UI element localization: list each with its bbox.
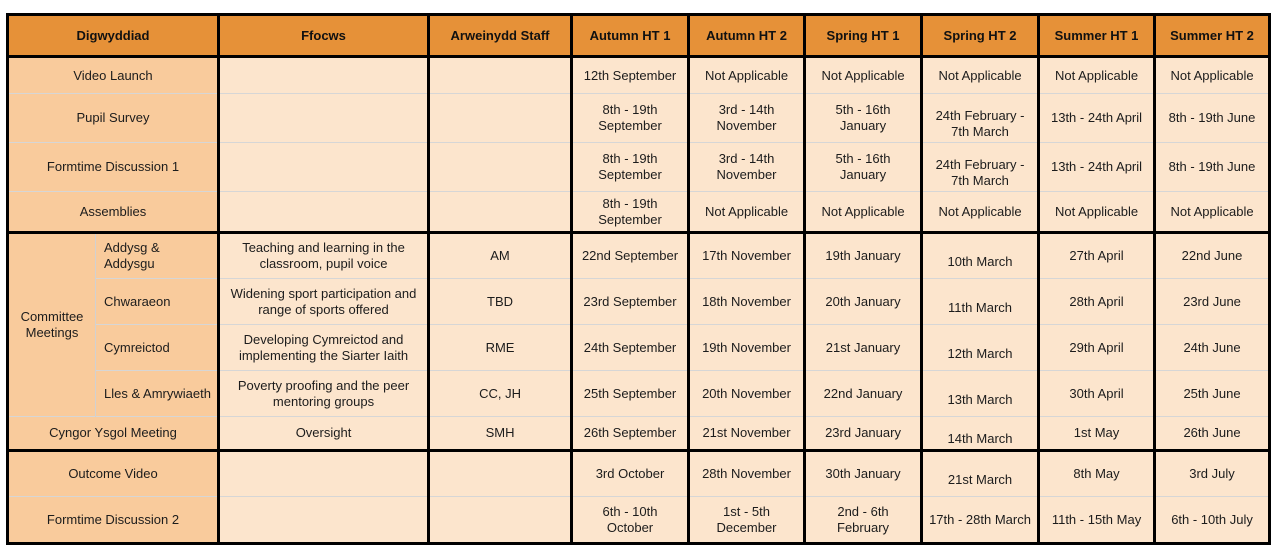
table-row — [8, 279, 1270, 325]
date-cell: 29th April — [1039, 325, 1155, 371]
table-row — [8, 233, 1270, 279]
date-cell: 1st May — [1039, 417, 1155, 451]
event-group-cell: Committee Meetings — [8, 233, 96, 417]
table-row — [8, 451, 1270, 497]
date-cell: Not Applicable — [805, 57, 922, 94]
event-cell: Formtime Discussion 2 — [8, 497, 219, 544]
event-cell: Formtime Discussion 1 — [8, 143, 219, 192]
schedule-body — [8, 57, 1270, 544]
date-cell: 8th - 19th September — [572, 94, 689, 143]
table-row — [8, 497, 1270, 544]
date-cell: 23rd June — [1155, 279, 1270, 325]
date-cell: 21st March — [922, 451, 1039, 497]
staff-cell — [429, 94, 572, 143]
date-cell: 13th - 24th April — [1039, 143, 1155, 192]
staff-cell — [429, 497, 572, 544]
date-cell: Not Applicable — [1155, 57, 1270, 94]
date-cell: 23rd September — [572, 279, 689, 325]
focus-cell — [219, 497, 429, 544]
focus-cell — [219, 192, 429, 233]
date-cell: Not Applicable — [1039, 192, 1155, 233]
date-cell: 27th April — [1039, 233, 1155, 279]
date-cell: 21st November — [689, 417, 805, 451]
date-cell: 22nd January — [805, 371, 922, 417]
date-cell: 20th January — [805, 279, 922, 325]
date-cell: 23rd January — [805, 417, 922, 451]
date-cell: 11th - 15th May — [1039, 497, 1155, 544]
header-autumn-ht1: Autumn HT 1 — [572, 15, 689, 57]
focus-cell — [219, 451, 429, 497]
date-cell: 2nd - 6th February — [805, 497, 922, 544]
date-cell: 25th June — [1155, 371, 1270, 417]
date-cell: 1st - 5th December — [689, 497, 805, 544]
table-row — [8, 57, 1270, 94]
date-cell: 26th September — [572, 417, 689, 451]
date-cell: 17th - 28th March — [922, 497, 1039, 544]
focus-cell — [219, 94, 429, 143]
date-cell: 24th June — [1155, 325, 1270, 371]
date-cell: 17th November — [689, 233, 805, 279]
date-cell: 12th March — [922, 325, 1039, 371]
date-cell: Not Applicable — [922, 57, 1039, 94]
header-spring-ht1: Spring HT 1 — [805, 15, 922, 57]
date-cell: Not Applicable — [922, 192, 1039, 233]
event-subcell: Lles & Amrywiaeth — [96, 371, 219, 417]
date-cell: 5th - 16th January — [805, 94, 922, 143]
date-cell: 8th - 19th September — [572, 192, 689, 233]
date-cell: 8th May — [1039, 451, 1155, 497]
date-cell: 30th April — [1039, 371, 1155, 417]
event-cell: Assemblies — [8, 192, 219, 233]
staff-cell: AM — [429, 233, 572, 279]
date-cell: 20th November — [689, 371, 805, 417]
date-cell: 28th November — [689, 451, 805, 497]
date-cell: 13th - 24th April — [1039, 94, 1155, 143]
date-cell: 19th November — [689, 325, 805, 371]
header-autumn-ht2: Autumn HT 2 — [689, 15, 805, 57]
date-cell: 12th September — [572, 57, 689, 94]
date-cell: 24th February - 7th March — [922, 94, 1039, 143]
header-digwyddiad: Digwyddiad — [8, 15, 219, 57]
date-cell: 8th - 19th June — [1155, 143, 1270, 192]
staff-cell — [429, 143, 572, 192]
focus-cell: Oversight — [219, 417, 429, 451]
date-cell: Not Applicable — [689, 192, 805, 233]
table-row — [8, 94, 1270, 143]
focus-cell: Teaching and learning in the classroom, pupil voice — [219, 233, 429, 279]
event-subcell: Chwaraeon — [96, 279, 219, 325]
date-cell: 6th - 10th July — [1155, 497, 1270, 544]
date-cell: 14th March — [922, 417, 1039, 451]
focus-cell — [219, 143, 429, 192]
event-subcell: Addysg & Addysgu — [96, 233, 219, 279]
header-ffocws: Ffocws — [219, 15, 429, 57]
event-cell: Outcome Video — [8, 451, 219, 497]
staff-cell — [429, 57, 572, 94]
date-cell: 8th - 19th June — [1155, 94, 1270, 143]
event-cell: Video Launch — [8, 57, 219, 94]
date-cell: 10th March — [922, 233, 1039, 279]
date-cell: 13th March — [922, 371, 1039, 417]
date-cell: 8th - 19th September — [572, 143, 689, 192]
table-row — [8, 192, 1270, 233]
date-cell: Not Applicable — [805, 192, 922, 233]
focus-cell: Poverty proofing and the peer mentoring groups — [219, 371, 429, 417]
header-arweinydd-staff: Arweinydd Staff — [429, 15, 572, 57]
date-cell: 11th March — [922, 279, 1039, 325]
date-cell: 21st January — [805, 325, 922, 371]
focus-cell — [219, 57, 429, 94]
event-subcell: Cymreictod — [96, 325, 219, 371]
header-row — [8, 15, 1270, 57]
header-spring-ht2: Spring HT 2 — [922, 15, 1039, 57]
table-row — [8, 143, 1270, 192]
date-cell: 22nd June — [1155, 233, 1270, 279]
date-cell: 3rd October — [572, 451, 689, 497]
date-cell: 25th September — [572, 371, 689, 417]
staff-cell: TBD — [429, 279, 572, 325]
date-cell: 3rd - 14th November — [689, 94, 805, 143]
header-summer-ht2: Summer HT 2 — [1155, 15, 1270, 57]
staff-cell: RME — [429, 325, 572, 371]
date-cell: 24th February - 7th March — [922, 143, 1039, 192]
date-cell: 3rd July — [1155, 451, 1270, 497]
date-cell: Not Applicable — [689, 57, 805, 94]
date-cell: 3rd - 14th November — [689, 143, 805, 192]
focus-cell: Developing Cymreictod and implementing the Siarter Iaith — [219, 325, 429, 371]
date-cell: 30th January — [805, 451, 922, 497]
date-cell: 26th June — [1155, 417, 1270, 451]
date-cell: 28th April — [1039, 279, 1155, 325]
header-summer-ht1: Summer HT 1 — [1039, 15, 1155, 57]
table-row — [8, 371, 1270, 417]
event-cell: Pupil Survey — [8, 94, 219, 143]
date-cell: 5th - 16th January — [805, 143, 922, 192]
date-cell: 22nd September — [572, 233, 689, 279]
staff-cell — [429, 451, 572, 497]
table-row — [8, 417, 1270, 451]
staff-cell: CC, JH — [429, 371, 572, 417]
date-cell: Not Applicable — [1039, 57, 1155, 94]
staff-cell: SMH — [429, 417, 572, 451]
date-cell: 6th - 10th October — [572, 497, 689, 544]
focus-cell: Widening sport participation and range of sports offered — [219, 279, 429, 325]
date-cell: 24th September — [572, 325, 689, 371]
event-cell: Cyngor Ysgol Meeting — [8, 417, 219, 451]
date-cell: 19th January — [805, 233, 922, 279]
date-cell: Not Applicable — [1155, 192, 1270, 233]
table-row — [8, 325, 1270, 371]
staff-cell — [429, 192, 572, 233]
schedule-table — [6, 13, 1271, 545]
date-cell: 18th November — [689, 279, 805, 325]
